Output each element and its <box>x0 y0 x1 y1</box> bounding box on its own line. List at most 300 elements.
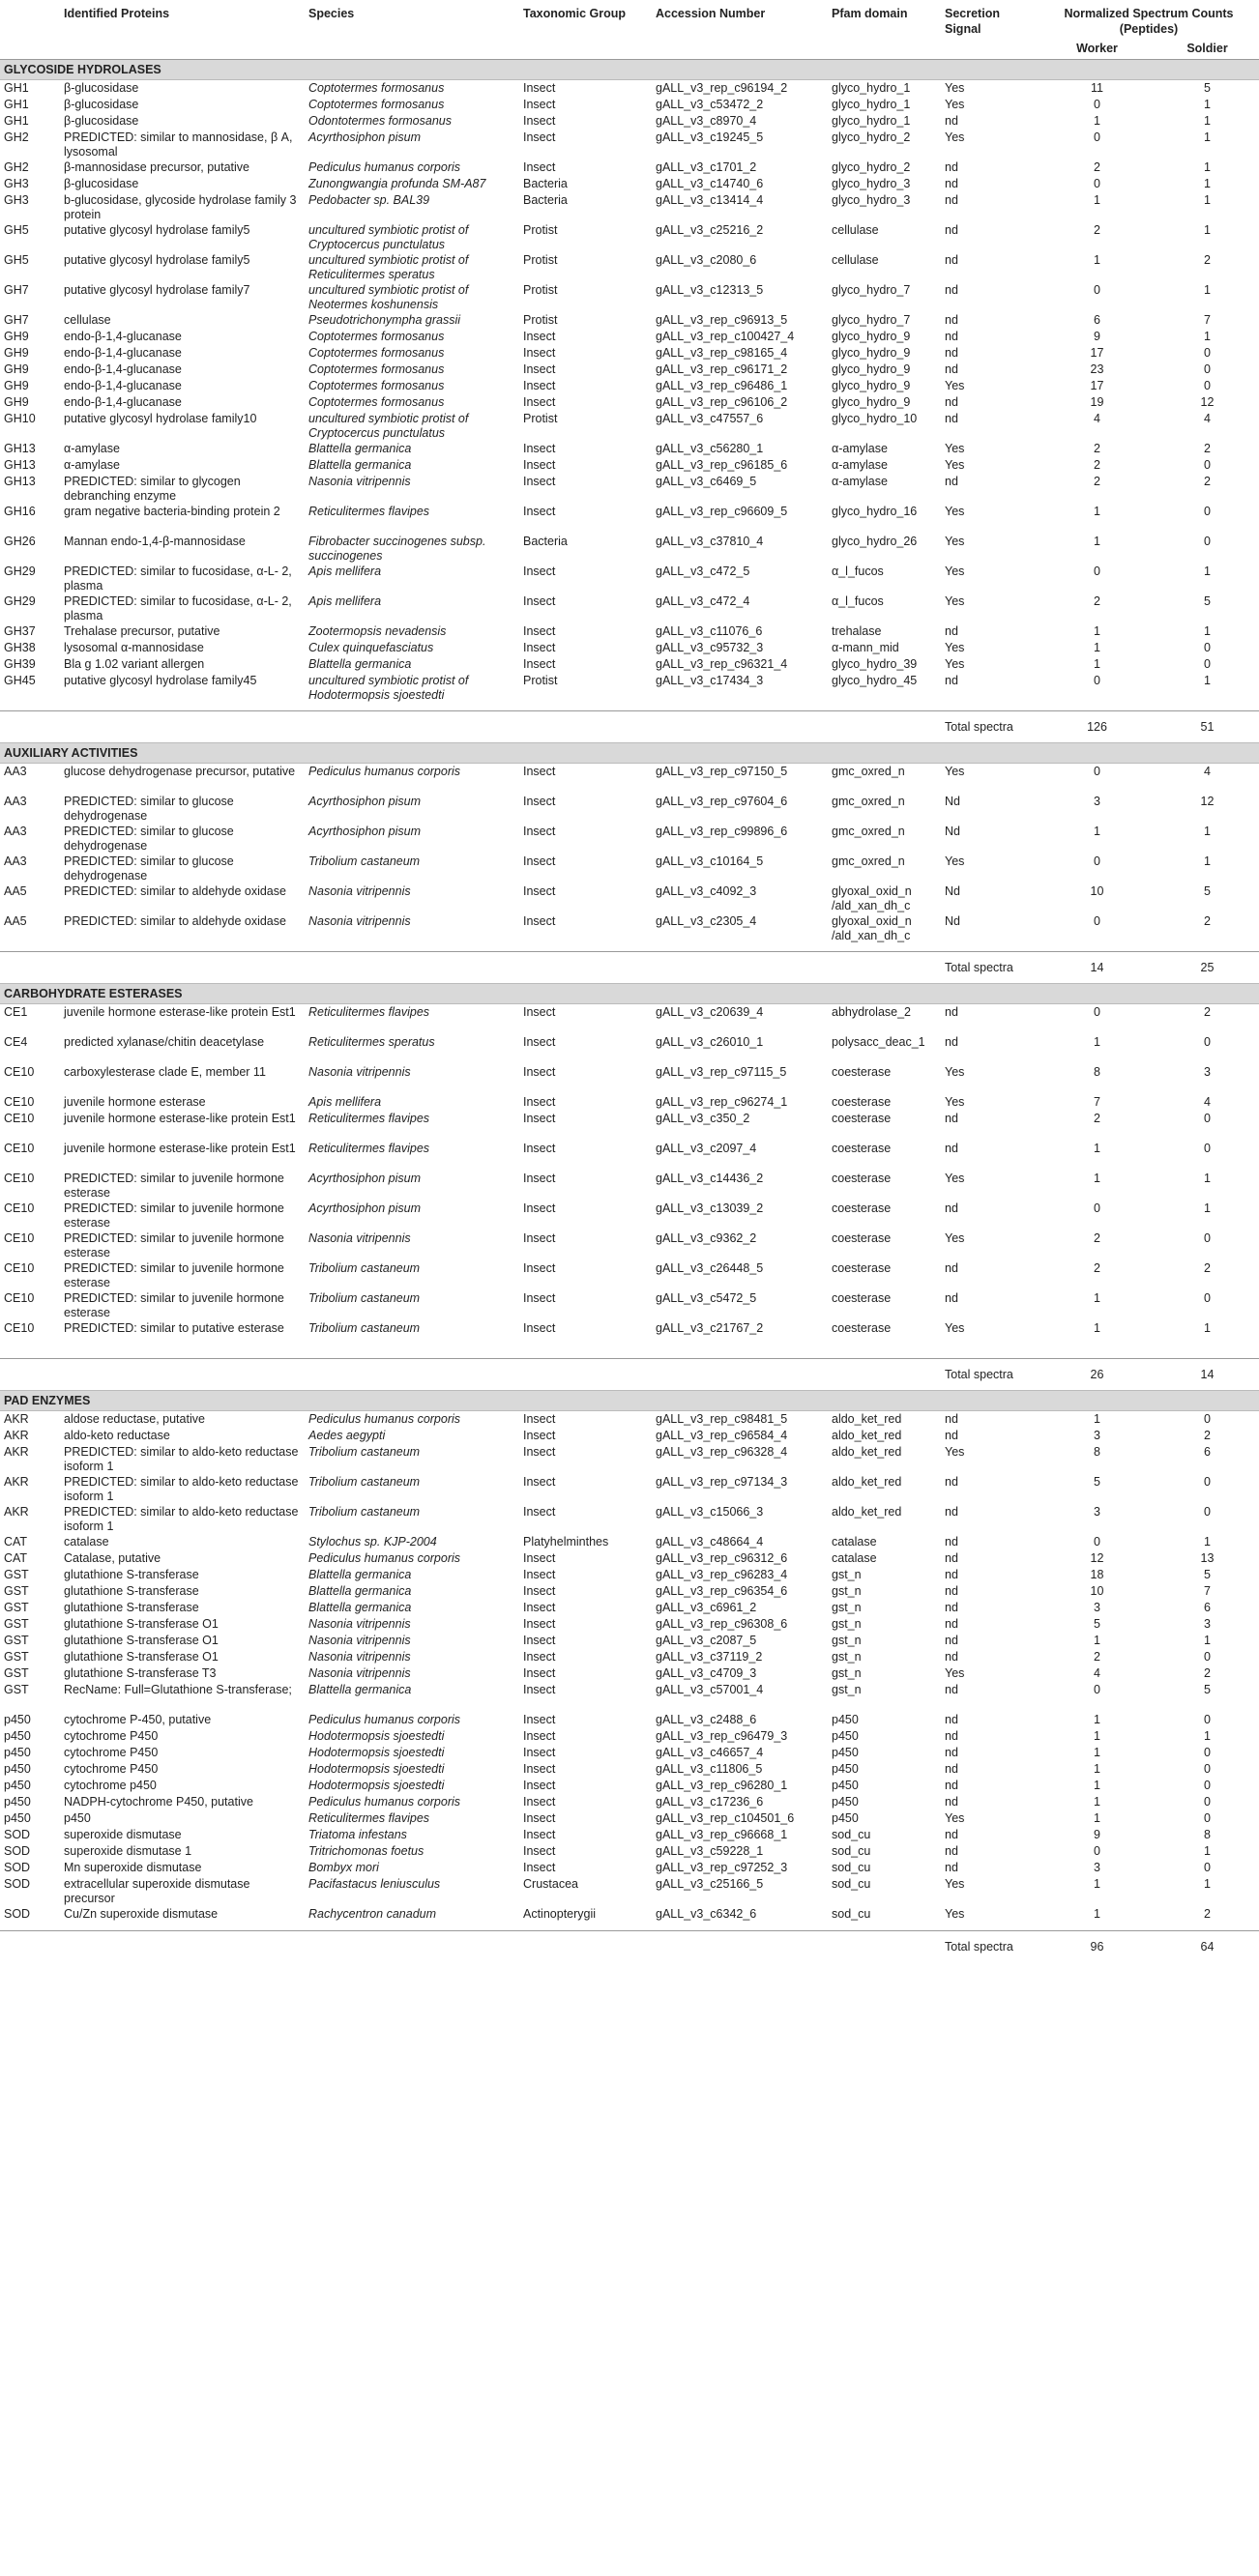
header-accession-number: Accession Number <box>656 7 766 20</box>
worker-count-cell: 1 <box>1094 1907 1100 1921</box>
pfam-cell: glyco_hydro_9 <box>832 330 911 343</box>
secretion-cell: Nd <box>945 825 960 838</box>
taxon-cell: Insect <box>523 1445 556 1459</box>
header-taxonomic-group: Taxonomic Group <box>523 7 627 20</box>
family-cell: p450 <box>4 1729 31 1743</box>
total-empty-cell <box>0 1359 60 1391</box>
table-row <box>0 441 1259 457</box>
total-empty-cell <box>652 952 828 984</box>
secretion-cell: nd <box>945 1746 958 1759</box>
total-empty-cell <box>60 952 305 984</box>
protein-cell: α-amylase <box>64 442 120 455</box>
taxon-cell: Insect <box>523 641 556 654</box>
soldier-count-cell: 2 <box>1204 1907 1211 1921</box>
pfam-cell: coesterase <box>832 1231 892 1245</box>
taxon-cell: Protist <box>523 223 558 237</box>
secretion-cell: nd <box>945 1650 958 1664</box>
family-cell: GH9 <box>4 379 29 392</box>
soldier-count-cell: 1 <box>1204 1844 1211 1858</box>
family-cell: GH16 <box>4 505 36 518</box>
species-cell: Acyrthosiphon pisum <box>308 1201 422 1215</box>
species-cell: Reticulitermes speratus <box>308 1035 435 1049</box>
taxon-cell: Insect <box>523 1601 556 1614</box>
table-row <box>0 1876 1259 1906</box>
protein-cell: NADPH-cytochrome P450, putative <box>64 1795 253 1809</box>
accession-cell: gALL_v3_rep_c96584_4 <box>656 1429 788 1442</box>
table-row <box>0 1504 1259 1534</box>
protein-cell: PREDICTED: similar to glucose dehydrogenase <box>64 825 234 853</box>
table-row <box>0 329 1259 345</box>
pfam-cell: aldo_ket_red <box>832 1445 902 1459</box>
species-cell: Pediculus humanus corporis <box>308 1713 461 1726</box>
secretion-cell: Yes <box>945 1445 965 1459</box>
worker-count-cell: 0 <box>1094 1844 1100 1858</box>
pfam-cell: gst_n <box>832 1568 862 1581</box>
soldier-count-cell: 7 <box>1204 1584 1211 1598</box>
pfam-cell: α-amylase <box>832 458 888 472</box>
taxon-cell: Insect <box>523 825 556 838</box>
soldier-count-cell: 2 <box>1204 1666 1211 1680</box>
accession-cell: gALL_v3_c17434_3 <box>656 674 764 687</box>
accession-cell: gALL_v3_c2087_5 <box>656 1634 757 1647</box>
taxon-cell: Platyhelminthes <box>523 1535 609 1548</box>
soldier-count-cell: 0 <box>1204 379 1211 392</box>
accession-cell: gALL_v3_rep_c96106_2 <box>656 395 788 409</box>
secretion-cell: nd <box>945 1551 958 1565</box>
pfam-cell: α-amylase <box>832 442 888 455</box>
worker-count-cell: 0 <box>1094 1535 1100 1548</box>
worker-count-cell: 1 <box>1094 1713 1100 1726</box>
pfam-cell: gmc_oxred_n <box>832 854 905 868</box>
accession-cell: gALL_v3_rep_c96280_1 <box>656 1779 788 1792</box>
worker-count-cell: 1 <box>1094 1795 1100 1809</box>
row-gap-cell <box>0 1923 1259 1931</box>
protein-cell: putative glycosyl hydrolase family7 <box>64 283 250 297</box>
secretion-cell: nd <box>945 1505 958 1519</box>
taxon-cell: Insect <box>523 1683 556 1696</box>
protein-cell: PREDICTED: similar to aldehyde oxidase <box>64 914 286 928</box>
row-gap <box>0 703 1259 711</box>
section-title: GLYCOSIDE HYDROLASES <box>0 60 1259 80</box>
protein-cell: superoxide dismutase <box>64 1828 182 1841</box>
pfam-cell: gst_n <box>832 1584 862 1598</box>
taxon-cell: Insect <box>523 81 556 95</box>
soldier-count-cell: 0 <box>1204 1713 1211 1726</box>
pfam-cell: sod_cu <box>832 1877 871 1891</box>
protein-cell: b-glucosidase, glycoside hydrolase family 3 protein <box>64 193 297 221</box>
worker-count-cell: 2 <box>1094 1231 1100 1245</box>
secretion-cell: Yes <box>945 1907 965 1921</box>
secretion-cell: nd <box>945 1035 958 1049</box>
family-cell: SOD <box>4 1861 31 1874</box>
secretion-cell: nd <box>945 1005 958 1019</box>
protein-cell: cytochrome p450 <box>64 1779 157 1792</box>
pfam-cell: gmc_oxred_n <box>832 795 905 808</box>
secretion-cell: nd <box>945 223 958 237</box>
worker-count-cell: 8 <box>1094 1445 1100 1459</box>
total-empty-cell <box>305 1359 519 1391</box>
secretion-cell: nd <box>945 1112 958 1125</box>
worker-count-cell: 1 <box>1094 657 1100 671</box>
family-cell: GST <box>4 1666 29 1680</box>
soldier-count-cell: 1 <box>1204 564 1211 578</box>
secretion-cell: nd <box>945 1729 958 1743</box>
worker-count-cell: 2 <box>1094 1650 1100 1664</box>
total-empty-cell <box>519 1359 652 1391</box>
soldier-count-cell: 8 <box>1204 1828 1211 1841</box>
soldier-count-cell: 5 <box>1204 1568 1211 1581</box>
header-spacer <box>652 39 828 60</box>
accession-cell: gALL_v3_rep_c97604_6 <box>656 795 788 808</box>
family-cell: CE10 <box>4 1172 35 1185</box>
secretion-cell: Yes <box>945 81 965 95</box>
secretion-cell: Yes <box>945 765 965 778</box>
pfam-cell: aldo_ket_red <box>832 1412 902 1426</box>
family-cell: AKR <box>4 1505 29 1519</box>
taxon-cell: Insect <box>523 1746 556 1759</box>
table-row <box>0 1583 1259 1600</box>
species-cell: Zunongwangia profunda SM-A87 <box>308 177 486 190</box>
table-row <box>0 1201 1259 1230</box>
total-worker: 126 <box>1039 711 1156 743</box>
protein-cell: PREDICTED: similar to glucose dehydrogenase <box>64 795 234 823</box>
table-row <box>0 1860 1259 1876</box>
table-row <box>0 764 1259 795</box>
section-header <box>0 743 1259 764</box>
table-row <box>0 1778 1259 1794</box>
table-row <box>0 159 1259 176</box>
secretion-cell: Nd <box>945 795 960 808</box>
accession-cell: gALL_v3_c4709_3 <box>656 1666 757 1680</box>
worker-count-cell: 0 <box>1094 674 1100 687</box>
species-cell: Blattella germanica <box>308 1601 412 1614</box>
protein-cell: PREDICTED: similar to juvenile hormone esterase <box>64 1231 284 1259</box>
table-row <box>0 1260 1259 1290</box>
protein-cell: endo-β-1,4-glucanase <box>64 346 182 360</box>
protein-cell: PREDICTED: similar to juvenile hormone esterase <box>64 1291 284 1319</box>
secretion-cell: Yes <box>945 1095 965 1109</box>
accession-cell: gALL_v3_rep_c97150_5 <box>656 765 788 778</box>
protein-cell: PREDICTED: similar to fucosidase, α-L- 2, plasma <box>64 594 292 622</box>
protein-cell: putative glycosyl hydrolase family5 <box>64 223 250 237</box>
accession-cell: gALL_v3_c13039_2 <box>656 1201 764 1215</box>
pfam-cell: abhydrolase_2 <box>832 1005 912 1019</box>
family-cell: CE10 <box>4 1201 35 1215</box>
worker-count-cell: 1 <box>1094 624 1100 638</box>
species-cell: Coptotermes formosanus <box>308 362 445 376</box>
worker-count-cell: 1 <box>1094 1035 1100 1049</box>
soldier-count-cell: 1 <box>1204 1172 1211 1185</box>
taxon-cell: Insect <box>523 1568 556 1581</box>
table-row <box>0 534 1259 564</box>
total-empty-cell <box>0 952 60 984</box>
soldier-count-cell: 0 <box>1204 535 1211 548</box>
worker-count-cell: 1 <box>1094 1877 1100 1891</box>
worker-count-cell: 1 <box>1094 1762 1100 1776</box>
table-row <box>0 656 1259 673</box>
family-cell: GST <box>4 1634 29 1647</box>
header-species: Species <box>308 7 355 20</box>
accession-cell: gALL_v3_rep_c96609_5 <box>656 505 788 518</box>
secretion-cell: nd <box>945 313 958 327</box>
worker-count-cell: 0 <box>1094 283 1100 297</box>
header-identified-proteins: Identified Proteins <box>64 7 170 20</box>
taxon-cell: Insect <box>523 854 556 868</box>
family-cell: AA3 <box>4 765 27 778</box>
pfam-cell: polysacc_deac_1 <box>832 1035 925 1049</box>
worker-count-cell: 10 <box>1090 884 1104 898</box>
secretion-cell: Yes <box>945 505 965 518</box>
family-cell: GH1 <box>4 81 29 95</box>
species-cell: Blattella germanica <box>308 458 412 472</box>
protein-cell: cytochrome P450 <box>64 1729 159 1743</box>
species-cell: uncultured symbiotic protist of Reticulitermes speratus <box>308 253 469 281</box>
total-empty-cell <box>60 711 305 743</box>
species-cell: Tribolium castaneum <box>308 1505 421 1519</box>
soldier-count-cell: 1 <box>1204 1321 1211 1335</box>
species-cell: Acyrthosiphon pisum <box>308 130 422 144</box>
taxon-cell: Insect <box>523 1172 556 1185</box>
soldier-count-cell: 0 <box>1204 1112 1211 1125</box>
species-cell: Nasonia vitripennis <box>308 884 411 898</box>
protein-cell: predicted xylanase/chitin deacetylase <box>64 1035 265 1049</box>
taxon-cell: Protist <box>523 313 558 327</box>
family-cell: SOD <box>4 1844 31 1858</box>
taxon-cell: Insect <box>523 458 556 472</box>
table-row <box>0 640 1259 656</box>
protein-cell: glutathione S-transferase <box>64 1568 199 1581</box>
protein-cell: juvenile hormone esterase <box>64 1095 206 1109</box>
protein-cell: aldose reductase, putative <box>64 1412 205 1426</box>
accession-cell: gALL_v3_rep_c96486_1 <box>656 379 788 392</box>
table-row <box>0 312 1259 329</box>
pfam-cell: glyco_hydro_45 <box>832 674 918 687</box>
taxon-cell: Insect <box>523 114 556 128</box>
species-cell: Reticulitermes flavipes <box>308 1005 430 1019</box>
secretion-cell: nd <box>945 475 958 488</box>
species-cell: Coptotermes formosanus <box>308 379 445 392</box>
family-cell: GH9 <box>4 395 29 409</box>
soldier-count-cell: 0 <box>1204 1505 1211 1519</box>
protein-cell: endo-β-1,4-glucanase <box>64 395 182 409</box>
pfam-cell: coesterase <box>832 1095 892 1109</box>
secretion-cell: nd <box>945 395 958 409</box>
species-cell: uncultured symbiotic protist of Cryptocercus punctulatus <box>308 223 469 251</box>
accession-cell: gALL_v3_c2080_6 <box>656 253 757 267</box>
accession-cell: gALL_v3_rep_c98481_5 <box>656 1412 788 1426</box>
soldier-count-cell: 5 <box>1204 594 1211 608</box>
worker-count-cell: 19 <box>1090 395 1104 409</box>
family-cell: CE10 <box>4 1261 35 1275</box>
species-cell: Reticulitermes flavipes <box>308 1142 430 1155</box>
secretion-cell: nd <box>945 1683 958 1696</box>
soldier-count-cell: 0 <box>1204 1795 1211 1809</box>
protein-table <box>0 4 1259 1962</box>
family-cell: AA5 <box>4 884 27 898</box>
header-secretion-signal: Secretion Signal <box>945 7 1000 36</box>
soldier-count-cell: 1 <box>1204 177 1211 190</box>
family-cell: CE10 <box>4 1291 35 1305</box>
soldier-count-cell: 12 <box>1200 395 1215 409</box>
taxon-cell: Insect <box>523 160 556 174</box>
accession-cell: gALL_v3_c472_4 <box>656 594 750 608</box>
taxon-cell: Insect <box>523 1005 556 1019</box>
pfam-cell: p450 <box>832 1746 859 1759</box>
table-row <box>0 222 1259 252</box>
secretion-cell: Yes <box>945 535 965 548</box>
secretion-cell: nd <box>945 1844 958 1858</box>
taxon-cell: Insect <box>523 1617 556 1631</box>
protein-cell: PREDICTED: similar to fucosidase, α-L- 2, plasma <box>64 564 292 593</box>
soldier-count-cell: 5 <box>1204 1683 1211 1696</box>
worker-count-cell: 3 <box>1094 1429 1100 1442</box>
table-row <box>0 1428 1259 1444</box>
worker-count-cell: 9 <box>1094 330 1100 343</box>
taxon-cell: Protist <box>523 412 558 425</box>
family-cell: GH7 <box>4 313 29 327</box>
secretion-cell: Yes <box>945 458 965 472</box>
taxon-cell: Insect <box>523 362 556 376</box>
species-cell: Nasonia vitripennis <box>308 475 411 488</box>
accession-cell: gALL_v3_c37119_2 <box>656 1650 763 1664</box>
accession-cell: gALL_v3_c17236_6 <box>656 1795 764 1809</box>
total-empty-cell <box>828 1359 941 1391</box>
protein-cell: cellulase <box>64 313 111 327</box>
accession-cell: gALL_v3_c26010_1 <box>656 1035 764 1049</box>
table-row <box>0 593 1259 623</box>
table-row <box>0 1320 1259 1350</box>
soldier-count-cell: 0 <box>1204 346 1211 360</box>
accession-cell: gALL_v3_c59228_1 <box>656 1844 764 1858</box>
taxon-cell: Insect <box>523 1844 556 1858</box>
table-row <box>0 883 1259 913</box>
accession-cell: gALL_v3_c4092_3 <box>656 884 757 898</box>
worker-count-cell: 0 <box>1094 177 1100 190</box>
species-cell: Tritrichomonas foetus <box>308 1844 425 1858</box>
species-cell: Tribolium castaneum <box>308 1445 421 1459</box>
table-row <box>0 1474 1259 1504</box>
species-cell: Nasonia vitripennis <box>308 914 411 928</box>
family-cell: GH9 <box>4 330 29 343</box>
worker-count-cell: 1 <box>1094 114 1100 128</box>
family-cell: AKR <box>4 1412 29 1426</box>
species-cell: Triatoma infestans <box>308 1828 407 1841</box>
secretion-cell: nd <box>945 160 958 174</box>
accession-cell: gALL_v3_rep_c96668_1 <box>656 1828 788 1841</box>
pfam-cell: gst_n <box>832 1666 862 1680</box>
secretion-cell: nd <box>945 624 958 638</box>
table-row <box>0 623 1259 640</box>
table-row <box>0 1064 1259 1094</box>
species-cell: Nasonia vitripennis <box>308 1650 411 1664</box>
protein-cell: Bla g 1.02 variant allergen <box>64 657 205 671</box>
accession-cell: gALL_v3_rep_c96274_1 <box>656 1095 788 1109</box>
worker-count-cell: 9 <box>1094 1828 1100 1841</box>
table-row <box>0 1728 1259 1745</box>
soldier-count-cell: 1 <box>1204 1535 1211 1548</box>
secretion-cell: Yes <box>945 1172 965 1185</box>
species-cell: Nasonia vitripennis <box>308 1617 411 1631</box>
pfam-cell: sod_cu <box>832 1907 871 1921</box>
row-gap-cell <box>0 1350 1259 1359</box>
worker-count-cell: 0 <box>1094 564 1100 578</box>
family-cell: GH9 <box>4 346 29 360</box>
taxon-cell: Insect <box>523 98 556 111</box>
accession-cell: gALL_v3_c6342_6 <box>656 1907 757 1921</box>
accession-cell: gALL_v3_rep_c97115_5 <box>656 1065 787 1079</box>
table-row <box>0 176 1259 192</box>
protein-cell: extracellular superoxide dismutase precursor <box>64 1877 250 1905</box>
family-cell: GST <box>4 1568 29 1581</box>
taxon-cell: Insect <box>523 1429 556 1442</box>
secretion-cell: nd <box>945 1713 958 1726</box>
pfam-cell: glyco_hydro_1 <box>832 98 911 111</box>
pfam-cell: glyco_hydro_39 <box>832 657 918 671</box>
total-empty-cell <box>652 1931 828 1963</box>
accession-cell: gALL_v3_rep_c96321_4 <box>656 657 788 671</box>
protein-cell: β-glucosidase <box>64 81 139 95</box>
worker-count-cell: 7 <box>1094 1095 1100 1109</box>
species-cell: Tribolium castaneum <box>308 1321 421 1335</box>
worker-count-cell: 1 <box>1094 1811 1100 1825</box>
total-empty-cell <box>519 1931 652 1963</box>
protein-cell: β-glucosidase <box>64 177 139 190</box>
species-cell: Coptotermes formosanus <box>308 346 445 360</box>
accession-cell: gALL_v3_c14740_6 <box>656 177 764 190</box>
table-row <box>0 1171 1259 1201</box>
soldier-count-cell: 0 <box>1204 362 1211 376</box>
worker-count-cell: 12 <box>1090 1551 1104 1565</box>
accession-cell: gALL_v3_c21767_2 <box>656 1321 764 1335</box>
table-row <box>0 113 1259 130</box>
worker-count-cell: 1 <box>1094 1412 1100 1426</box>
table-row <box>0 1411 1259 1429</box>
worker-count-cell: 1 <box>1094 1291 1100 1305</box>
species-cell: Tribolium castaneum <box>308 1291 421 1305</box>
family-cell: CE10 <box>4 1112 35 1125</box>
accession-cell: gALL_v3_rep_c96171_2 <box>656 362 788 376</box>
secretion-cell: nd <box>945 346 958 360</box>
worker-count-cell: 1 <box>1094 1142 1100 1155</box>
table-row <box>0 824 1259 854</box>
soldier-count-cell: 0 <box>1204 1746 1211 1759</box>
secretion-cell: Yes <box>945 442 965 455</box>
worker-count-cell: 2 <box>1094 1261 1100 1275</box>
total-empty-cell <box>305 1931 519 1963</box>
secretion-cell: Yes <box>945 564 965 578</box>
pfam-cell: glyco_hydro_10 <box>832 412 918 425</box>
table-row <box>0 1290 1259 1320</box>
pfam-cell: coesterase <box>832 1172 892 1185</box>
accession-cell: gALL_v3_c57001_4 <box>656 1683 764 1696</box>
family-cell: GH9 <box>4 362 29 376</box>
soldier-count-cell: 7 <box>1204 313 1211 327</box>
table-row <box>0 282 1259 312</box>
table-row <box>0 1111 1259 1141</box>
table-row <box>0 1141 1259 1171</box>
taxon-cell: Insect <box>523 1321 556 1335</box>
taxon-cell: Insect <box>523 1811 556 1825</box>
protein-cell: PREDICTED: similar to glycogen debranching enzyme <box>64 475 241 503</box>
total-empty-cell <box>652 1359 828 1391</box>
worker-count-cell: 3 <box>1094 1505 1100 1519</box>
family-cell: GH39 <box>4 657 36 671</box>
taxon-cell: Insect <box>523 884 556 898</box>
protein-cell: Trehalase precursor, putative <box>64 624 220 638</box>
pfam-cell: gmc_oxred_n <box>832 765 905 778</box>
worker-count-cell: 17 <box>1090 379 1104 392</box>
total-empty-cell <box>519 952 652 984</box>
